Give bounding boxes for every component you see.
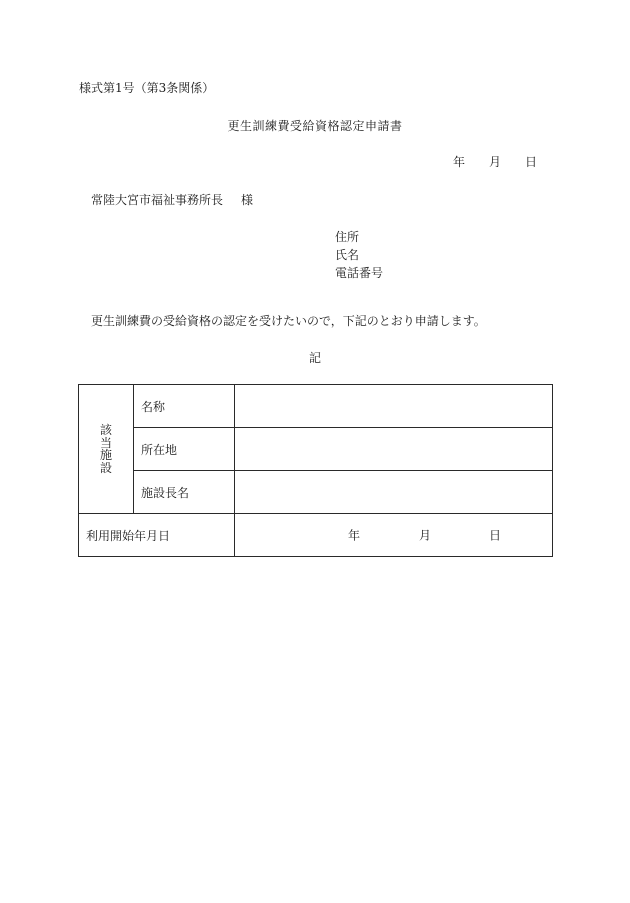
facility-name-label: 名称 — [134, 385, 235, 428]
facility-director-field[interactable] — [235, 471, 553, 514]
table-row — [79, 385, 553, 428]
addressee — [91, 193, 253, 207]
date-month-label: 月 — [489, 155, 502, 169]
addressee-name: 常陸大宮市福祉事務所長 — [91, 193, 224, 207]
facility-location-label: 所在地 — [134, 428, 235, 471]
applicant-phone-label: 電話番号 — [335, 266, 384, 280]
applicant-address-label: 住所 — [335, 230, 360, 244]
applicant-name-label: 氏名 — [335, 248, 360, 262]
start-date-month: 月 — [419, 528, 432, 543]
facility-name-field[interactable] — [235, 385, 553, 428]
facility-location-field[interactable] — [235, 428, 553, 471]
table-row — [79, 514, 553, 557]
date-day-label: 日 — [525, 155, 538, 169]
start-date-day: 日 — [489, 528, 502, 543]
table-row — [79, 471, 553, 514]
start-date-field[interactable] — [235, 514, 553, 557]
table-row — [79, 428, 553, 471]
request-statement: 更生訓練費の受給資格の認定を受けたいので，下記のとおり申請します。 — [91, 314, 486, 328]
facility-group-label: 該 当 施 設 — [79, 385, 134, 514]
start-date-year: 年 — [348, 528, 361, 543]
addressee-honorific: 様 — [241, 193, 254, 207]
date-year-label: 年 — [453, 155, 466, 169]
application-date — [453, 155, 537, 169]
form-number: 様式第1号（第3条関係） — [79, 81, 215, 95]
applicant-block — [335, 230, 383, 284]
facility-director-label: 施設長名 — [134, 471, 235, 514]
facility-table — [78, 384, 553, 557]
start-date-label: 利用開始年月日 — [79, 514, 235, 557]
ki-heading: 記 — [308, 351, 321, 365]
document-title: 更生訓練費受給資格認定申請書 — [227, 119, 403, 133]
